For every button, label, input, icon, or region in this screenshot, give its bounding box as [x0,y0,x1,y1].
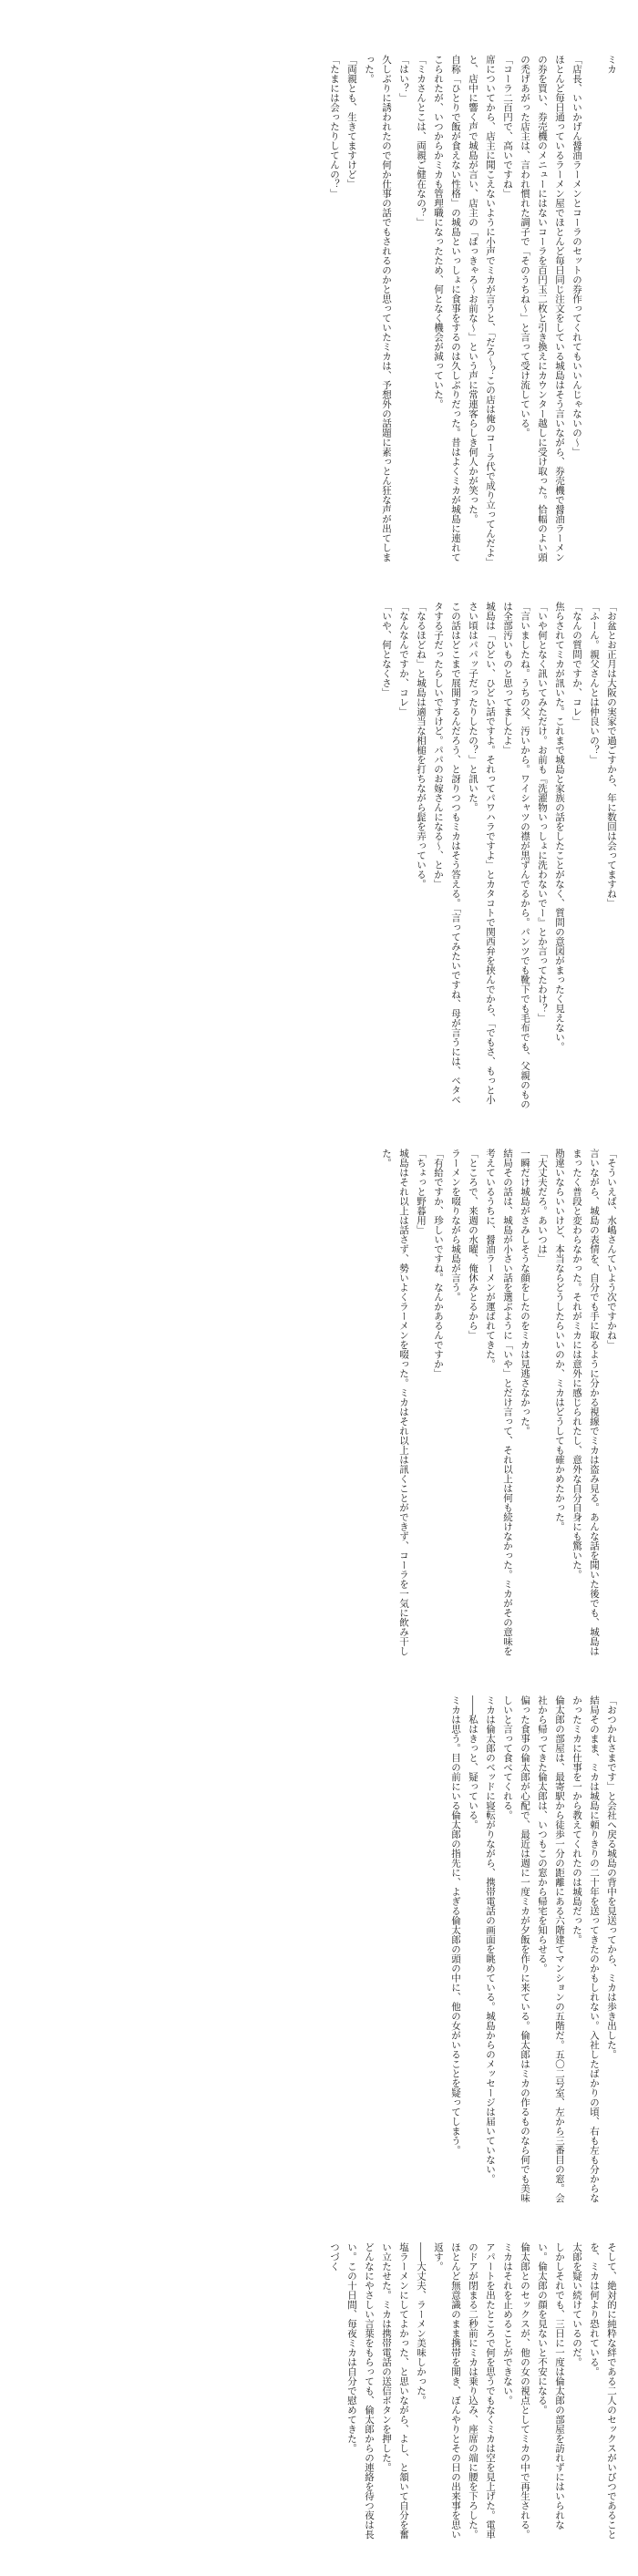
text-tier-4 [18,1695,620,2206]
author-name: ミカ [606,55,617,74]
paragraph: 「はい？」 [398,55,409,103]
paragraph: ――私はきっと、疑っている。 [468,1695,478,1829]
paragraph: 塩ラーメンにしてよかった、と思いながら、よし、と頷いて自分を奮い立たせた。ミカは携帯電話の送信ボタンを押した。 [381,2242,409,2540]
paragraph: 「ふーん。親父さんとは仲良いの？」 [589,602,600,765]
paragraph: 「おつかれさまです」と会社へ戻る城島の背中を見送ってから、ミカは歩き出した。 [606,1695,617,2059]
paragraph: 「有給ですか、珍しいですね。なんかあるんですか」 [433,1149,444,1378]
paragraph: 席についてから、店主に聞こえないように小声でミカが言うと、「だろ～？この店は俺のコーラ代で成り立ってんだよ」と、店中に響く声で城島が言い、店主の「ぱっきゃろ～お前な～」という声に常連客らしき何人かが笑った。 [468,55,496,562]
paragraph: 「なるほどね」と城島は適当な相槌を打ちながら髭を弄っている。 [416,602,427,889]
paragraph: 「ところで、来週の水曜、俺休みとるから」 [468,1149,478,1340]
paragraph: 自称「ひとりで飯が食えない性格」の城島といっしょに食事をするのは久しぶりだった。昔はよくミカが城島に連れてこられたが、いつからかミカも管理職になったため、何となく機会が減っていた。 [433,55,461,562]
paragraph: 倫太郎の部屋は、最寄駅から徒歩一分の距離にある六階建てマンションの五階だ。五〇二号室、左から三番目の窓。会社から帰ってきた倫太郎は、いつもこの窓から帰宅を知らせる。 [537,1695,565,2203]
paragraph: アパートを出たところで何を思うでもなくミカは空を見上げた。電車のドアが閉まる二秒前にミカは乗り込み、座席の端に腰を下ろした。 [468,2242,496,2540]
paragraph: 一瞬だけ城島がさみしそうな顔をしたのをミカは見逃さなかった。 [520,1149,530,1436]
paragraph: ラーメンを啜りながら城島が言う。 [450,1149,461,1302]
paragraph: 「そういえば、水嶋さんていよう次ですかね」 [606,1149,617,1350]
paragraph: ほとんど無意識のまま携帯を開き、ぼんやりとその日の出来事を思い返す。 [433,2242,461,2540]
text-tier-3 [18,1149,620,1659]
paragraph: ほとんど毎日通っているラーメン屋でほとんど毎日同じ注文をしている城島はそう言いながら、券売機で醤油ラーメンの券を買い、券売機のメニューにはないコーラを百円玉二枚と引き換えにカウンター越しに受け取った。恰幅のよい頭の禿げあがった店主は、言われ慣れた調子で「そのうちね～」と言って受け流している。 [520,55,565,562]
paragraph: 「両親とも、生きてますけど」 [346,55,357,189]
text-tier-1 [18,55,620,565]
paragraph: どんなにやさしい言葉をもらっても、倫太郎からの連絡を待つ夜は長い。この十日間、毎夜ミカは自分で慰めてきた。 [346,2242,375,2540]
paragraph: 久しぶりに誘われたので何か仕事の話でもされるのかと思っていたミカは、予想外の話題に素っとん狂な声が出てしまった。 [364,55,392,562]
paragraph: 「言いましたね。うちの父、汚いから。ワイシャツの襟が黒ずんでるから。パンツでも靴下でも毛布でも、父親のものは全部汚いものと思ってましたよ」 [502,602,530,1109]
paragraph: 城島は「ひどい、ひどい話ですよ。それってパワハラですよ」とカタコトで関西弁を挟んでから、「でもさ、もっと小さい頃はパパッ子だったりしたの？」と訊いた。 [468,602,496,1105]
paragraph: ミカは倫太郎のベッドに寝転がりながら、携帯電話の画面を眺めている。城島からのメッセージは届いていない。 [485,1695,496,2184]
paragraph: しかしそれでも、三日に一度は倫太郎の部屋を訪れずにはいられない。倫太郎の顔を見ないと不安になる。 [537,2242,565,2530]
paragraph: 「いや、何となくさ」 [381,602,392,697]
paragraph: 城島はそれ以上は話さず、勢いよくラーメンを啜った。ミカはそれ以上は訊くことができず、コーラを一気に飲み干した。 [381,1149,409,1656]
paragraph: ミカは思う。目の前にいる倫太郎の指先に、よぎる倫太郎の頭の中に、他の女がいることを疑ってしまう。 [450,1695,461,2155]
paragraph: 勘違いならいいけど、本当ならどうしたらいいのか、ミカはどうしても確かめたかった。 [554,1149,565,1531]
paragraph: この話はどこまで展開するんだろう、と訝りつつもミカはそう答える。「言ってみたいですね、母が言うには、ベタベタする子だったらしいですけど。パパのお嫁さんになる～、とか」 [433,602,461,1105]
paragraph: 焦らされてミカが訊いた。これまで城島と家族の話をしたことがなく、質問の意図がまったく見えない。 [554,602,565,1052]
paragraph: 「なんなんですか、コレ」 [398,602,409,716]
paragraph: 太郎を疑い続けているのだ。 [571,2242,582,2367]
text-tier-5 [18,2242,620,2543]
paragraph: 「お盆とお正月は大阪の実家で過ごすから、年に数回は会ってますね」 [606,602,617,908]
paragraph: 「コーラ二百円で、高いですね」 [502,55,513,199]
paragraph: 「ミカさんとこは、両親ご健在なの？」 [416,55,427,227]
paragraph: 倫太郎とのセックスが、他の女の視点としてミカの中で再生される。ミカはそれを止めることができない。 [502,2242,530,2540]
text-tier-2 [18,602,620,1112]
paragraph: 「いや何となく訊いてみただけ。お前も『洗濯物いっしょに洗わないでー』とか言ってたわけ？」 [537,602,548,1023]
paragraph: 「なんの質問ですか、コレ」 [571,602,582,726]
paragraph: 結局そのまま、ミカは城島に頼りきりの二十年を送ってきたのかもしれない。入社したばかりの頃、右も左も分からなかったミカに仕事を一から教えてくれたのは城島だった。 [571,1695,600,2203]
end-mark: つづく [329,2242,340,2272]
paragraph: 言いながら、城島の表情を、自分でも手に取るように分かる視線でミカは盗み見る。あんな話を聞いた後でも、城島はまったく普段と変わらなかった。それがミカには意外に感じられたし、意外な自分自身にも驚いた。 [571,1149,600,1656]
paragraph: 「たまには会ったりしてんの？」 [329,55,340,199]
paragraph: ――大丈夫、ラーメン美味しかった。 [416,2242,427,2406]
paragraph: 結局その話は、城島が小さい話を選ぶように「いや」とだけ言って、それ以上は何も続けなかった。ミカがその意味を考えているうちに、醤油ラーメンが運ばれてきた。 [485,1149,513,1656]
paragraph: 「ちょっと野暮用」 [416,1149,427,1235]
paragraph: 「大丈夫だろ。あいつは」 [537,1149,548,1263]
paragraph: そして、絶対的に純粋な絆である二人のセックスがいびつであることを、ミカは何より恐れている。 [589,2242,617,2540]
paragraph: 「店長、いいかげん醤油ラーメンとコーラのセットの券作ってくれてもいいんじゃないの～」 [571,55,582,457]
paragraph: 偏った食事の倫太郎が心配で、最近は週に一度ミカが夕飯を作りに来ている。倫太郎はミカの作るものなら何でも美味しいと言って食べてくれる。 [502,1695,530,2203]
